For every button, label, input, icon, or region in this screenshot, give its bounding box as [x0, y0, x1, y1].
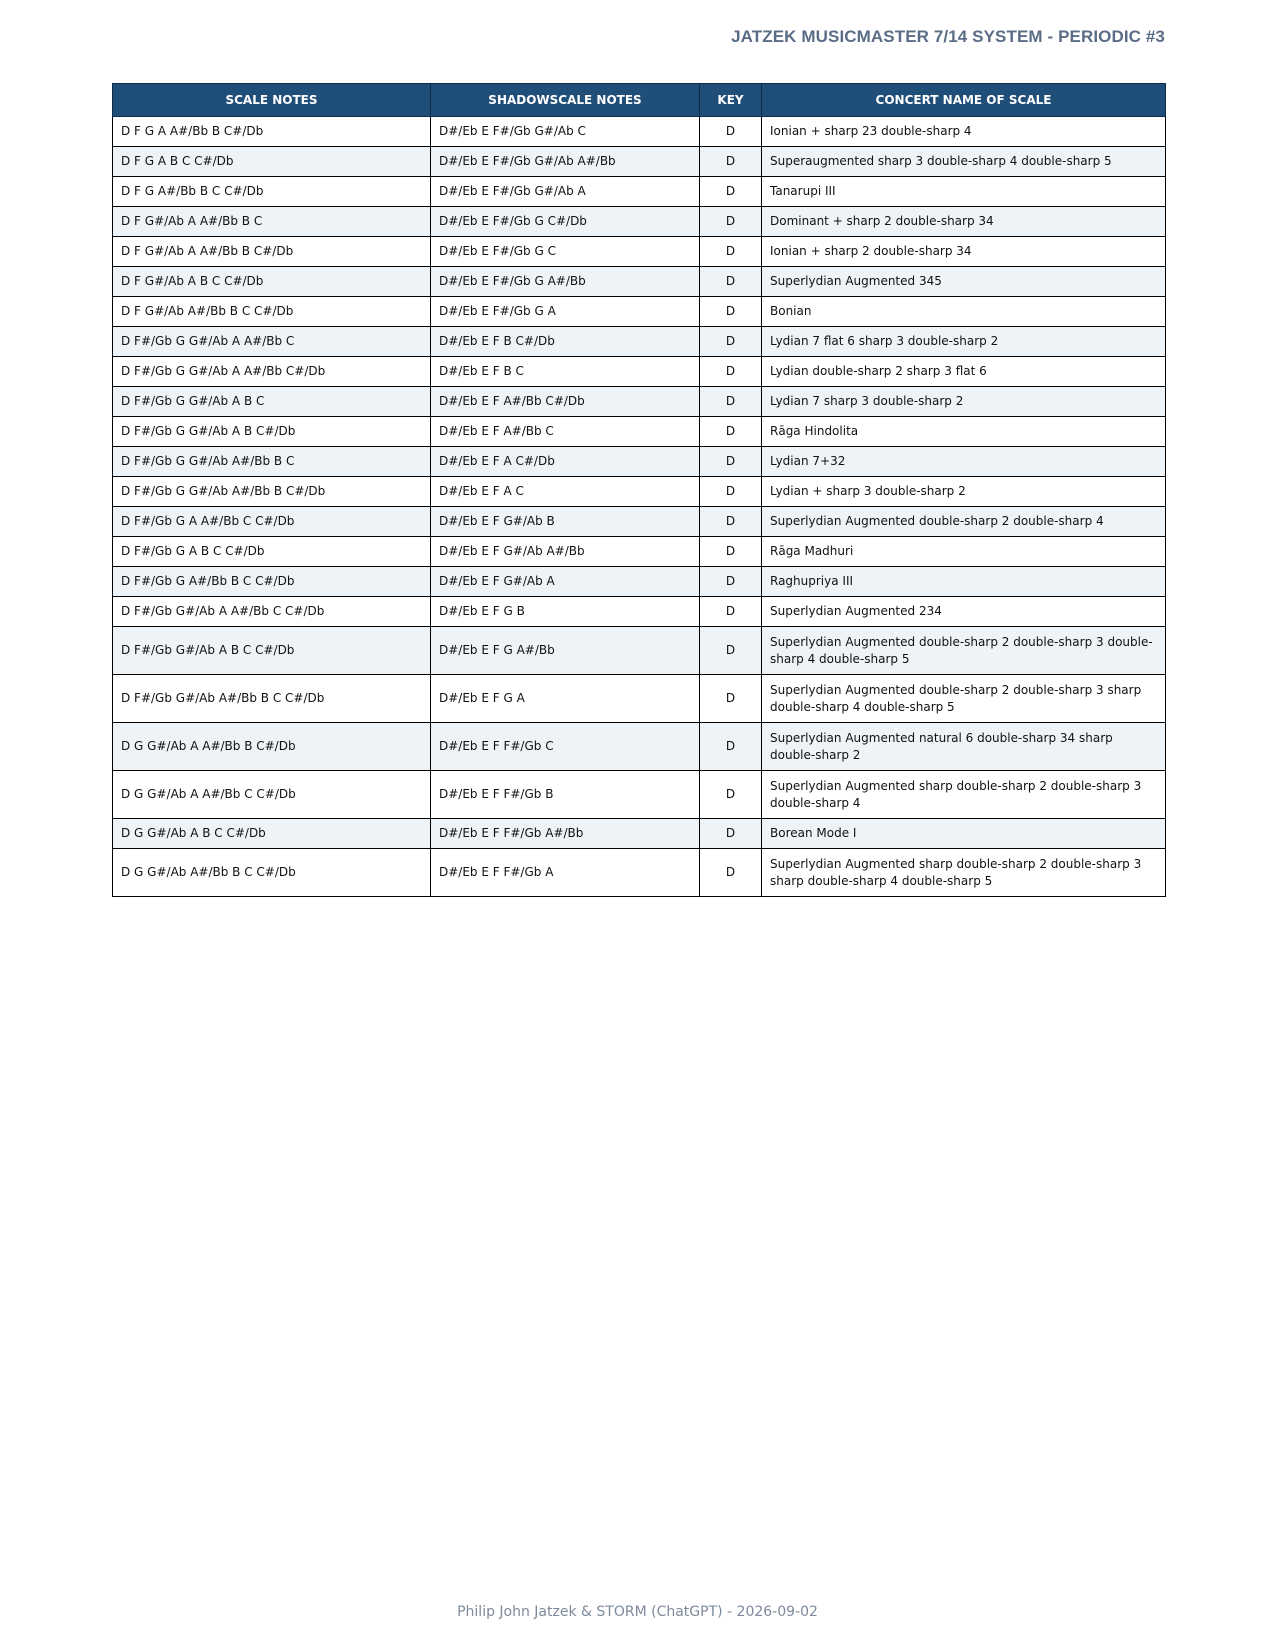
- shadowscale-notes-cell: D#/Eb E F#/Gb G C: [431, 237, 700, 267]
- shadowscale-notes-cell: D#/Eb E F A#/Bb C: [431, 417, 700, 447]
- table-row: [113, 117, 1166, 147]
- table-row: [113, 567, 1166, 597]
- concert-name-cell: Borean Mode I: [762, 819, 1166, 849]
- concert-name-cell: Raghupriya III: [762, 567, 1166, 597]
- key-cell: D: [700, 477, 762, 507]
- key-cell: D: [700, 417, 762, 447]
- table-row: [113, 177, 1166, 207]
- table-body: [113, 117, 1166, 897]
- concert-name-cell: Dominant + sharp 2 double-sharp 34: [762, 207, 1166, 237]
- shadowscale-notes-cell: D#/Eb E F F#/Gb C: [431, 723, 700, 771]
- concert-name-cell: Lydian 7 sharp 3 double-sharp 2: [762, 387, 1166, 417]
- concert-name-cell: Superlydian Augmented 234: [762, 597, 1166, 627]
- key-cell: D: [700, 627, 762, 675]
- key-cell: D: [700, 771, 762, 819]
- shadowscale-notes-cell: D#/Eb E F F#/Gb A: [431, 849, 700, 897]
- scale-notes-cell: D F G#/Ab A B C C#/Db: [113, 267, 431, 297]
- table-row: [113, 597, 1166, 627]
- shadowscale-notes-cell: D#/Eb E F G A: [431, 675, 700, 723]
- scale-notes-cell: D F#/Gb G G#/Ab A#/Bb B C#/Db: [113, 477, 431, 507]
- shadowscale-notes-cell: D#/Eb E F#/Gb G A: [431, 297, 700, 327]
- shadowscale-notes-cell: D#/Eb E F A#/Bb C#/Db: [431, 387, 700, 417]
- table-row: [113, 357, 1166, 387]
- scale-notes-cell: D G G#/Ab A B C C#/Db: [113, 819, 431, 849]
- concert-name-cell: Rāga Hindolita: [762, 417, 1166, 447]
- concert-name-cell: Superlydian Augmented 345: [762, 267, 1166, 297]
- shadowscale-notes-cell: D#/Eb E F#/Gb G#/Ab A#/Bb: [431, 147, 700, 177]
- column-header-concert-name: CONCERT NAME OF SCALE: [762, 84, 1166, 117]
- table-row: [113, 723, 1166, 771]
- key-cell: D: [700, 675, 762, 723]
- key-cell: D: [700, 567, 762, 597]
- concert-name-cell: Lydian 7+32: [762, 447, 1166, 477]
- table-row: [113, 237, 1166, 267]
- key-cell: D: [700, 387, 762, 417]
- scale-notes-cell: D F#/Gb G#/Ab A#/Bb B C C#/Db: [113, 675, 431, 723]
- concert-name-cell: Superlydian Augmented natural 6 double-sharp 34 sharp double-sharp 2: [762, 723, 1166, 771]
- shadowscale-notes-cell: D#/Eb E F F#/Gb B: [431, 771, 700, 819]
- key-cell: D: [700, 849, 762, 897]
- table-row: [113, 477, 1166, 507]
- column-header-scale-notes: SCALE NOTES: [113, 84, 431, 117]
- table-row: [113, 771, 1166, 819]
- table-row: [113, 297, 1166, 327]
- shadowscale-notes-cell: D#/Eb E F B C#/Db: [431, 327, 700, 357]
- concert-name-cell: Superlydian Augmented double-sharp 2 double-sharp 4: [762, 507, 1166, 537]
- concert-name-cell: Superlydian Augmented double-sharp 2 double-sharp 3 double-sharp 4 double-sharp 5: [762, 627, 1166, 675]
- concert-name-cell: Superlydian Augmented sharp double-sharp 2 double-sharp 3 double-sharp 4: [762, 771, 1166, 819]
- scale-table: [112, 83, 1166, 897]
- table-row: [113, 447, 1166, 477]
- shadowscale-notes-cell: D#/Eb E F G#/Ab A#/Bb: [431, 537, 700, 567]
- shadowscale-notes-cell: D#/Eb E F G B: [431, 597, 700, 627]
- concert-name-cell: Ionian + sharp 23 double-sharp 4: [762, 117, 1166, 147]
- key-cell: D: [700, 537, 762, 567]
- table-row: [113, 417, 1166, 447]
- table-row: [113, 147, 1166, 177]
- shadowscale-notes-cell: D#/Eb E F G#/Ab A: [431, 567, 700, 597]
- header-row: [113, 84, 1166, 117]
- scale-notes-cell: D F#/Gb G G#/Ab A B C: [113, 387, 431, 417]
- concert-name-cell: Lydian + sharp 3 double-sharp 2: [762, 477, 1166, 507]
- table-header: [113, 84, 1166, 117]
- scale-notes-cell: D F#/Gb G A B C C#/Db: [113, 537, 431, 567]
- shadowscale-notes-cell: D#/Eb E F B C: [431, 357, 700, 387]
- key-cell: D: [700, 597, 762, 627]
- scale-notes-cell: D F G#/Ab A A#/Bb B C#/Db: [113, 237, 431, 267]
- table-row: [113, 537, 1166, 567]
- key-cell: D: [700, 207, 762, 237]
- page-footer: Philip John Jatzek & STORM (ChatGPT) - 2026-09-02: [457, 1604, 818, 1620]
- concert-name-cell: Superlydian Augmented double-sharp 2 double-sharp 3 sharp double-sharp 4 double-sharp 5: [762, 675, 1166, 723]
- concert-name-cell: Superaugmented sharp 3 double-sharp 4 double-sharp 5: [762, 147, 1166, 177]
- concert-name-cell: Rāga Madhuri: [762, 537, 1166, 567]
- concert-name-cell: Tanarupi III: [762, 177, 1166, 207]
- key-cell: D: [700, 819, 762, 849]
- key-cell: D: [700, 297, 762, 327]
- shadowscale-notes-cell: D#/Eb E F F#/Gb A#/Bb: [431, 819, 700, 849]
- key-cell: D: [700, 507, 762, 537]
- key-cell: D: [700, 723, 762, 771]
- table-row: [113, 387, 1166, 417]
- key-cell: D: [700, 267, 762, 297]
- page-title: JATZEK MUSICMASTER 7/14 SYSTEM - PERIODIC #3: [731, 27, 1165, 46]
- concert-name-cell: Lydian double-sharp 2 sharp 3 flat 6: [762, 357, 1166, 387]
- scale-notes-cell: D F G A#/Bb B C C#/Db: [113, 177, 431, 207]
- scale-notes-cell: D F#/Gb G#/Ab A A#/Bb C C#/Db: [113, 597, 431, 627]
- scale-notes-cell: D F G A A#/Bb B C#/Db: [113, 117, 431, 147]
- table-row: [113, 819, 1166, 849]
- column-header-key: KEY: [700, 84, 762, 117]
- table-row: [113, 849, 1166, 897]
- shadowscale-notes-cell: D#/Eb E F#/Gb G A#/Bb: [431, 267, 700, 297]
- scale-notes-cell: D F#/Gb G G#/Ab A A#/Bb C#/Db: [113, 357, 431, 387]
- table-row: [113, 627, 1166, 675]
- concert-name-cell: Lydian 7 flat 6 sharp 3 double-sharp 2: [762, 327, 1166, 357]
- scale-notes-cell: D F G#/Ab A#/Bb B C C#/Db: [113, 297, 431, 327]
- scale-notes-cell: D F#/Gb G G#/Ab A#/Bb B C: [113, 447, 431, 477]
- scale-notes-cell: D F#/Gb G#/Ab A B C C#/Db: [113, 627, 431, 675]
- column-header-shadowscale-notes: SHADOWSCALE NOTES: [431, 84, 700, 117]
- scale-notes-cell: D F G#/Ab A A#/Bb B C: [113, 207, 431, 237]
- key-cell: D: [700, 177, 762, 207]
- shadowscale-notes-cell: D#/Eb E F G A#/Bb: [431, 627, 700, 675]
- concert-name-cell: Bonian: [762, 297, 1166, 327]
- table-row: [113, 507, 1166, 537]
- shadowscale-notes-cell: D#/Eb E F A C: [431, 477, 700, 507]
- shadowscale-notes-cell: D#/Eb E F#/Gb G#/Ab A: [431, 177, 700, 207]
- key-cell: D: [700, 237, 762, 267]
- key-cell: D: [700, 447, 762, 477]
- scale-notes-cell: D F#/Gb G G#/Ab A A#/Bb C: [113, 327, 431, 357]
- shadowscale-notes-cell: D#/Eb E F#/Gb G C#/Db: [431, 207, 700, 237]
- table-row: [113, 675, 1166, 723]
- scale-notes-cell: D G G#/Ab A A#/Bb B C#/Db: [113, 723, 431, 771]
- key-cell: D: [700, 117, 762, 147]
- key-cell: D: [700, 357, 762, 387]
- scale-notes-cell: D G G#/Ab A#/Bb B C C#/Db: [113, 849, 431, 897]
- shadowscale-notes-cell: D#/Eb E F#/Gb G#/Ab C: [431, 117, 700, 147]
- scale-notes-cell: D F#/Gb G A A#/Bb C C#/Db: [113, 507, 431, 537]
- key-cell: D: [700, 147, 762, 177]
- table-row: [113, 327, 1166, 357]
- scale-notes-cell: D F#/Gb G A#/Bb B C C#/Db: [113, 567, 431, 597]
- table-row: [113, 207, 1166, 237]
- scale-notes-cell: D F G A B C C#/Db: [113, 147, 431, 177]
- concert-name-cell: Ionian + sharp 2 double-sharp 34: [762, 237, 1166, 267]
- concert-name-cell: Superlydian Augmented sharp double-sharp 2 double-sharp 3 sharp double-sharp 4 double-sharp 5: [762, 849, 1166, 897]
- table-row: [113, 267, 1166, 297]
- scale-notes-cell: D G G#/Ab A A#/Bb C C#/Db: [113, 771, 431, 819]
- key-cell: D: [700, 327, 762, 357]
- scale-notes-cell: D F#/Gb G G#/Ab A B C#/Db: [113, 417, 431, 447]
- shadowscale-notes-cell: D#/Eb E F A C#/Db: [431, 447, 700, 477]
- shadowscale-notes-cell: D#/Eb E F G#/Ab B: [431, 507, 700, 537]
